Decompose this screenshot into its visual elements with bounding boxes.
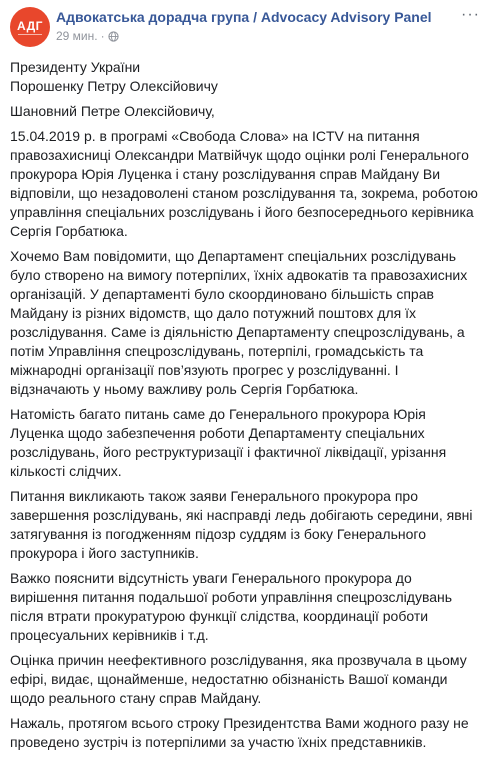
avatar-logo-line <box>18 34 42 35</box>
post-body <box>10 58 480 758</box>
avatar-logo-text: АДГ <box>17 18 43 33</box>
post-timestamp[interactable]: 29 мин. <box>56 29 98 43</box>
page-avatar[interactable] <box>10 7 50 47</box>
post-meta <box>56 29 119 43</box>
page-name-link[interactable]: Адвокатська дорадча група / Advocacy Advisory Panel <box>56 9 432 25</box>
paragraph-3: Натомість багато питань саме до Генерального прокурора Юрія Луценка щодо забезпечення роботи Департаменту спеціальних розслідувань, його реструктуризації і фактичної ліквідації, урізання кількості слідчих. <box>10 406 447 479</box>
more-options-icon[interactable]: ··· <box>461 6 480 23</box>
globe-icon[interactable] <box>108 31 119 42</box>
paragraph-4: Питання викликають також заяви Генерального прокурора про завершення розслідувань, які насправді ледь добігають середини, явні затягування із погодженням підозр суддям із боку Генерального прокурора і його заступників. <box>10 488 473 561</box>
paragraph-2: Хочемо Вам повідомити, що Департамент спеціальних розслідувань було створено на вимогу потерпілих, їхніх адвокатів та правозахисних організацій. У департаменті було скоординовано більшість справ Майдану із різних відомств, що дало потужний поштовх для їх розслідування. Саме із діяльністю Департаменту спецрозслідувань, а потім Управління спецрозслідувань, потерпілі, громадськість та міжнародні організації пов’язують прогрес у розслідуванні. І відзначають у ньому важливу роль Сергія Горбатюка. <box>10 248 468 397</box>
paragraph-1: 15.04.2019 р. в програмі «Свобода Слова» на ICTV на питання правозахисниці Олександри Матвійчук щодо оцінки ролі Генерального прокурора Юрія Луценка і стану розслідування справ Майдану Ви відповіли, що незадоволені станом розслідування та, зокрема, роботою управління спеціальних розслідувань і його безпосереднього керівника Сергія Горбатюка. <box>10 128 478 239</box>
paragraph-6: Оцінка причин неефективного розслідування, яка прозвучала в цьому ефірі, видає, щонайменше, недостатню обізнаність Вашої команди щодо реального стану справ Майдану. <box>10 652 467 706</box>
post-header <box>10 7 480 47</box>
paragraph-7: Нажаль, протягом всього строку Президентства Вами жодного разу не проведено зустріч із потерпілими за участю їхніх представників. <box>10 715 469 750</box>
meta-separator: · <box>100 29 105 43</box>
paragraph-5: Важко пояснити відсутність уваги Генерального прокурора до вирішення питання подальшої роботи управління спецрозслідувань після втрати прокуратурою функції слідства, координації роботи процесуальних керівників і т.д. <box>10 570 453 643</box>
addressee-line-2: Порошенку Петру Олексійовичу <box>10 78 218 94</box>
greeting: Шановний Петре Олексійовичу, <box>10 103 215 119</box>
addressee-line-1: Президенту України <box>10 59 141 75</box>
